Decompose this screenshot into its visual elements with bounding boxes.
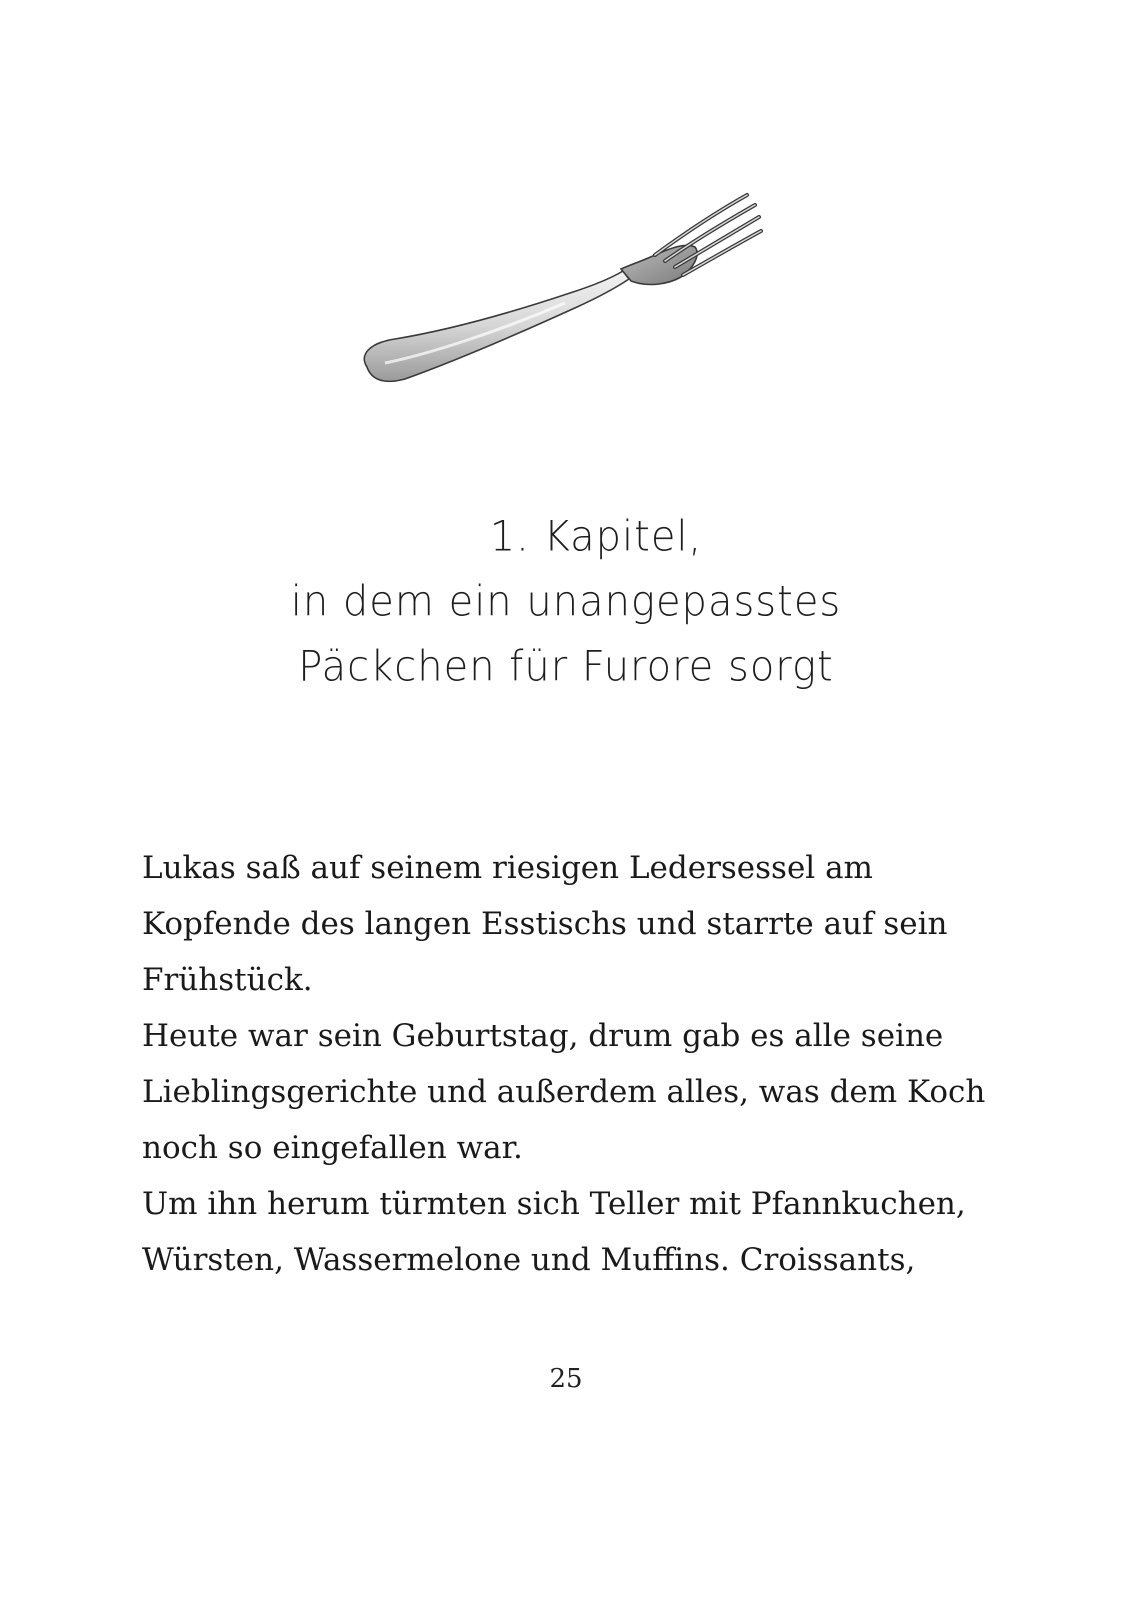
chapter-heading-line: in dem ein unangepasstes [290,577,842,627]
text-line: Lukas saß auf seinem riesigen Ledersessel am [142,850,873,886]
page-number: 25 [549,1364,583,1394]
text-line: Frühstück. [142,962,313,998]
body-text [142,840,986,1288]
text-line: Um ihn herum türmten sich Teller mit Pfannkuchen, [142,1186,966,1222]
text-line: Würsten, Wassermelone und Muffins. Croissants, [142,1242,916,1278]
paragraph [142,840,982,1008]
chapter-heading-line: 1. Kapitel, [489,512,703,562]
chapter-heading-line: Päckchen für Furore sorgt [298,642,834,692]
text-line: Kopfende des langen Esstischs und starrte auf sein [142,906,948,942]
paragraph [142,1008,986,1176]
chapter-heading [0,505,1132,700]
fork-icon [355,185,765,400]
text-line: Lieblingsgerichte und außerdem alles, was dem Koch [142,1074,986,1110]
text-line: Heute war sein Geburtstag, drum gab es alle seine [142,1018,944,1054]
fork-illustration [355,185,765,400]
text-line: noch so eingefallen war. [142,1130,523,1166]
paragraph [142,1176,982,1288]
